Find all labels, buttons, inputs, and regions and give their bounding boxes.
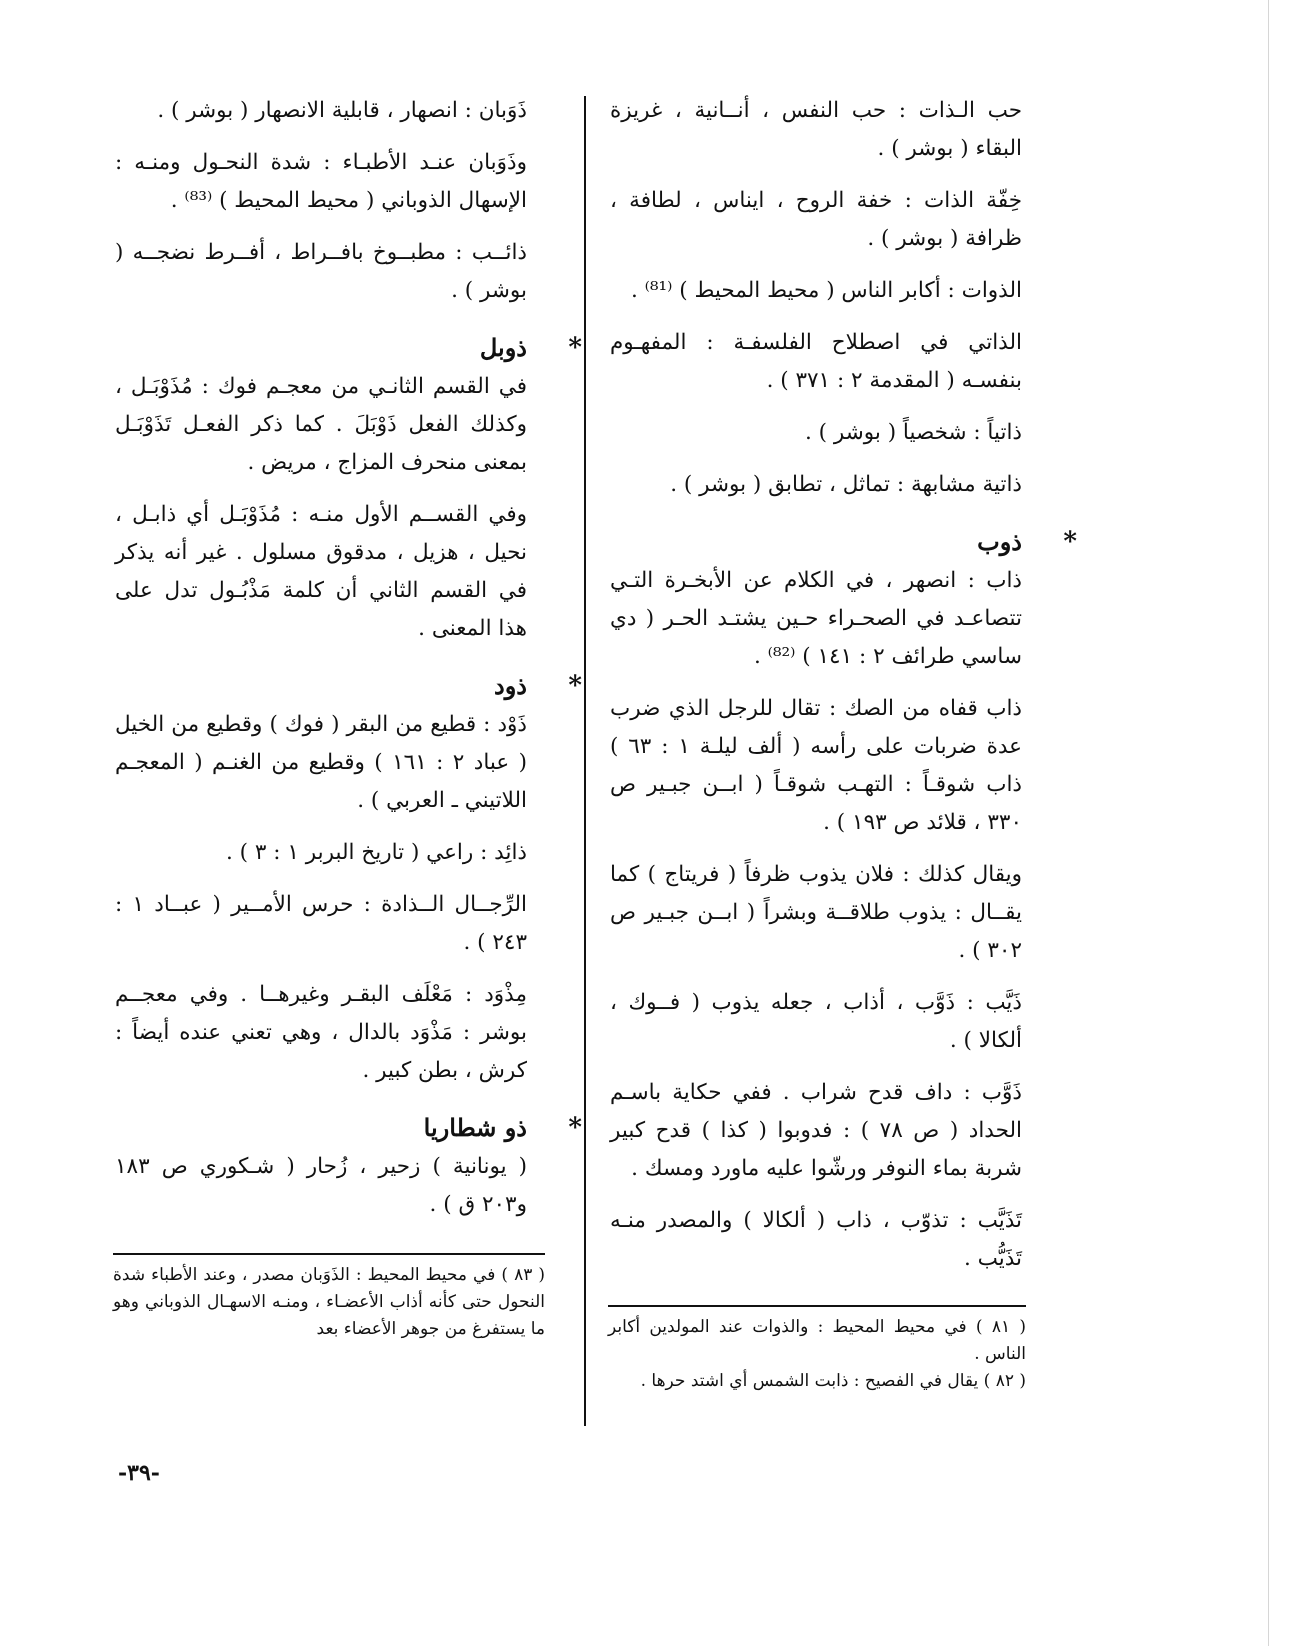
asterisk-icon: *	[1063, 527, 1077, 557]
entry	[610, 466, 1022, 504]
entry-text: ذاب : انصهر ، في الكلام عن الأبخـرة التـي تتصاعـد في الصحـراء حـين يشتـد الحـر ( دي ساسي طرائف ٢ : ١٤١ ) ⁽⁸²⁾ .	[610, 568, 1022, 669]
entry-text: ذاتياً : شخصياً ( بوشر ) .	[805, 420, 1022, 445]
entry-text: حب الـذات : حب النفس ، أنــانية ، غريزة البقاء ( بوشر ) .	[610, 98, 1022, 161]
entry	[610, 984, 1022, 1060]
footnote-83: ( ٨٣ ) في محيط المحيط : الذَوَبان مصدر ، وعند الأطباء شدة النحول حتى كأنه أذاب الأعضـاء ، ومنـه الاسهـال الذوباني وهو ما يستفرغ من جوهر الأعضاء بعد	[113, 1265, 546, 1339]
entry	[610, 272, 1022, 310]
entry	[115, 234, 527, 310]
entry-text: ( يونانية ) زحير ، زُحار ( شـكوري ص ١٨٣ و٢٠٣ ق ) .	[115, 1154, 527, 1217]
footnote-81: ( ٨١ ) في محيط المحيط : والذوات عند المولدين أكابر الناس .	[608, 1317, 1026, 1364]
footnote-rule	[113, 1253, 545, 1255]
entry-text: ذاتية مشابهة : تماثل ، تطابق ( بوشر ) .	[670, 472, 1022, 497]
entry-text: مِذْوَد : مَعْلَف البقـر وغيرهــا . وفي معجــم بوشر : مَذْوَد بالدال ، وهي تعني عنده أيضاً : كرش ، بطن كبير .	[115, 982, 527, 1083]
entry-text: ذائــب : مطبــوخ بافــراط ، أفــرط نضجــه ( بوشر ) .	[115, 240, 527, 303]
footnotes-right	[608, 1314, 1026, 1395]
entry-text: في القسم الثانـي من معجـم فوك : مُذَوْبَـل ، وكذلك الفعل ذَوْبَلَ . كما ذكر الفعـل تَذَوْبَـل بمعنى منحرف المزاج ، مريض .	[115, 374, 527, 475]
heading-text: ذوب	[977, 527, 1022, 556]
heading-text: ذو شطاريا	[423, 1113, 527, 1142]
entry-text: ذَوَبان : انصهار ، قابلية الانصهار ( بوشر ) .	[157, 98, 527, 123]
entry-text: ذَوْد : قطيع من البقر ( فوك ) وقطيع من الخيل ( عباد ٢ : ١٦١ ) وقطيع من الغنـم ( المعجـم اللاتيني ـ العربي ) .	[115, 712, 527, 813]
entry	[610, 1074, 1022, 1188]
entry	[115, 706, 527, 820]
asterisk-icon: *	[568, 671, 582, 701]
entry	[610, 562, 1022, 676]
column-divider	[584, 96, 586, 1426]
heading-dhawb	[610, 522, 1077, 562]
page-number: -٣٩-	[118, 1460, 160, 1486]
heading-text: ذود	[494, 671, 527, 700]
entry	[115, 834, 527, 872]
entry-text: الذوات : أكابر الناس ( محيط المحيط ) ⁽⁸¹⁾ .	[630, 278, 1022, 303]
left-column	[115, 92, 582, 1238]
footnote-rule	[608, 1305, 1026, 1307]
entry	[610, 92, 1022, 168]
entry-text: ذاب قفاه من الصك : تقال للرجل الذي ضرب عدة ضربات على رأسه ( ألف ليلـة ١ : ٦٣ ) ذاب شوقـاً : التهـب شوقـاً ( ابــن جبـير ص ٣٣٠ ، قلائد ص ١٩٣ ) .	[610, 696, 1022, 835]
entry	[115, 92, 527, 130]
heading-dhawbal	[115, 328, 582, 368]
heading-text: ذوبل	[479, 333, 527, 362]
entry-text: ذائِد : راعي ( تاريخ البربر ١ : ٣ ) .	[226, 840, 527, 865]
entry	[610, 690, 1022, 842]
heading-dhawd	[115, 666, 582, 706]
entry	[115, 976, 527, 1090]
entry-text: وذَوَبان عنـد الأطبـاء : شدة النحـول ومنـه : الإسهال الذوباني ( محيط المحيط ) ⁽⁸³⁾ .	[115, 150, 527, 213]
entry	[610, 414, 1022, 452]
entry	[610, 182, 1022, 258]
entry-text: ويقال كذلك : فلان يذوب ظرفاً ( فريتاج ) كما يقــال : يذوب طلاقــة وبشراً ( ابــن جبـير ص ٣٠٢ ) .	[610, 862, 1022, 963]
asterisk-icon: *	[568, 333, 582, 363]
entry-text: ذَيَّب : ذَوَّب ، أذاب ، جعله يذوب ( فــوك ، ألكالا ) .	[610, 990, 1022, 1053]
entry-text: تَذَيَّب : تذوّب ، ذاب ( ألكالا ) والمصدر منـه تَذَيُّب .	[610, 1208, 1022, 1271]
entry-text: الذاتي في اصطلاح الفلسفـة : المفهـوم بنفسـه ( المقدمة ٢ : ٣٧١ ) .	[610, 330, 1022, 393]
page-edge-line	[1268, 0, 1269, 1646]
entry	[115, 886, 527, 962]
entry	[610, 856, 1022, 970]
right-column	[610, 92, 1077, 1292]
entry-text: خِفّة الذات : خفة الروح ، ايناس ، لطافة ، ظرافة ( بوشر ) .	[610, 188, 1022, 251]
entry	[610, 1202, 1022, 1278]
entry	[115, 144, 527, 220]
asterisk-icon: *	[568, 1113, 582, 1143]
entry-text: الرِّجــال الــذادة : حرس الأمــير ( عبــاد ١ : ٢٤٣ ) .	[115, 892, 527, 955]
footnotes-left	[113, 1262, 545, 1343]
entry-text: ذَوَّب : داف قدح شراب . ففي حكاية باسـم الحداد ( ص ٧٨ ) : فدوبوا ( كذا ) قدح كبير شربة بماء النوفر ورشّوا عليه ماورد ومسك .	[610, 1080, 1022, 1181]
entry	[115, 368, 527, 482]
entry-text: وفي القســم الأول منـه : مُذَوْبَـل أي ذابـل ، نحيل ، هزيل ، مدقوق مسلول . غير أنه يذكر في القسم الثاني أن كلمة مَذْبُـول تدل على هذا المعنى .	[115, 502, 527, 641]
entry	[115, 496, 527, 648]
entry	[610, 324, 1022, 400]
footnote-82: ( ٨٢ ) يقال في الفصيح : ذابت الشمس أي اشتد حرها .	[640, 1371, 1026, 1391]
entry	[115, 1148, 527, 1224]
heading-dhu-shatarya	[115, 1108, 582, 1148]
